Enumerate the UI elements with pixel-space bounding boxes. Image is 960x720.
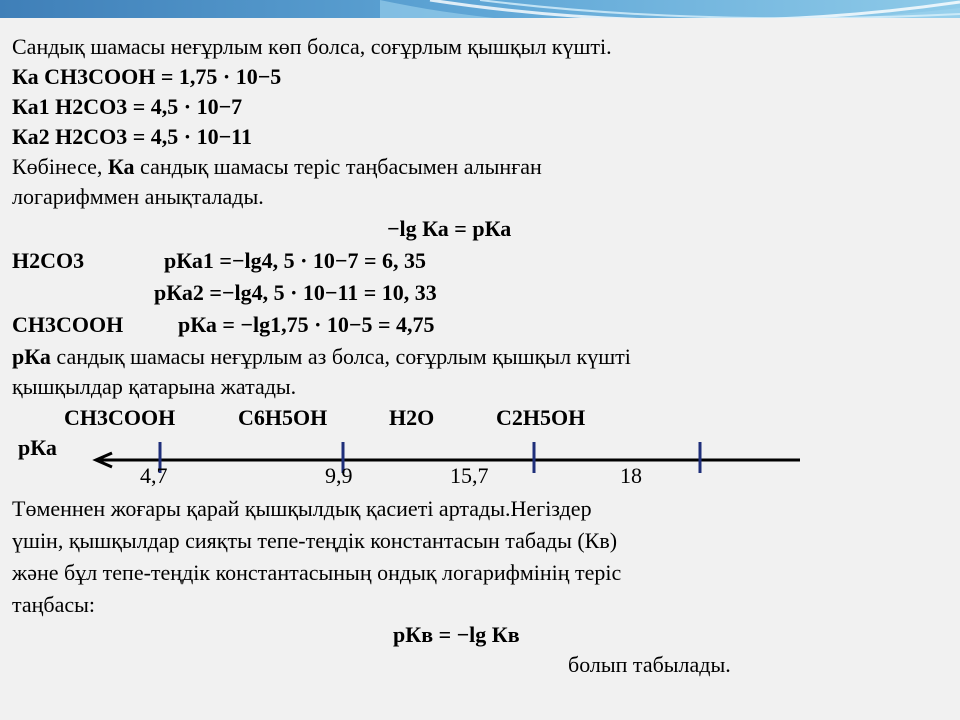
compound-label: СН3СООН xyxy=(64,405,176,430)
text-line: логарифммен анықталады. xyxy=(12,184,264,209)
formula-line: Ка1 Н2СО3 = 4,5 · 10−7 xyxy=(12,94,243,119)
text-line: рКа сандық шамасы неғұрлым аз болса, соғұрлым қышқыл күшті xyxy=(12,344,631,369)
formula-line: рКа2 =−lg4, 5 · 10−11 = 10, 33 xyxy=(154,280,437,305)
compound-label: Н2О xyxy=(389,405,435,430)
scale-label: рКа xyxy=(18,435,57,460)
formula-line: рКв = −lg Кв xyxy=(393,622,520,647)
scale-value: 18 xyxy=(620,463,642,488)
formula-line: Ка СН3СООН = 1,75 · 10−5 xyxy=(12,64,282,89)
formula-line: рКа = −lg1,75 · 10−5 = 4,75 xyxy=(178,312,435,337)
text-line: Сандық шамасы неғұрлым көп болса, соғұрлым қышқыл күшті. xyxy=(12,34,612,59)
text-line: Көбінесе, Ка сандық шамасы теріс таңбасымен алынған xyxy=(12,154,542,179)
text-line: қышқылдар қатарына жатады. xyxy=(12,374,297,399)
text-line: үшін, қышқылдар сияқты тепе-теңдік константасын табады (Кв) xyxy=(12,528,618,553)
formula-label: Н2СО3 xyxy=(12,248,85,273)
text-line: болып табылады. xyxy=(568,652,731,677)
formula-label: СН3СООН xyxy=(12,312,124,337)
compound-label: С6Н5ОН xyxy=(238,405,328,430)
scale-value: 15,7 xyxy=(450,463,489,488)
slide-content xyxy=(0,18,960,720)
text-line: Төменнен жоғары қарай қышқылдық қасиеті артады.Негіздер xyxy=(12,496,592,521)
text-line: таңбасы: xyxy=(12,592,96,617)
text-line: және бұл тепе-теңдік константасының ондық логарифмінің теріс xyxy=(12,560,622,585)
formula-line: Ка2 Н2СО3 = 4,5 · 10−11 xyxy=(12,124,252,149)
formula-line: рКа1 =−lg4, 5 · 10−7 = 6, 35 xyxy=(164,248,426,273)
scale-value: 9,9 xyxy=(325,463,353,488)
scale-value: 4,7 xyxy=(140,463,168,488)
formula-line: −lg Ка = рКа xyxy=(387,216,512,241)
compound-label: С2Н5ОН xyxy=(496,405,586,430)
